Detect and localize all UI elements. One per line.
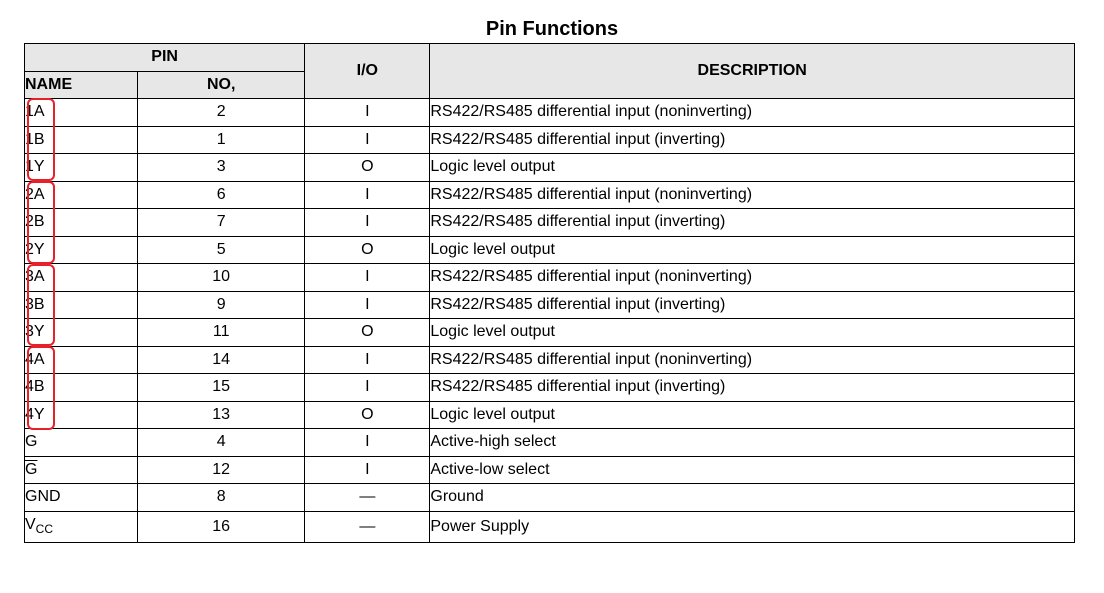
pin-description: RS422/RS485 differential input (inverting) — [430, 291, 1075, 319]
pin-functions-table — [24, 43, 1075, 543]
highlight-group-4 — [27, 346, 55, 430]
pin-number: 15 — [138, 374, 305, 402]
pin-description: RS422/RS485 differential input (noninverting) — [430, 346, 1075, 374]
pin-io: I — [305, 264, 430, 292]
table-row — [25, 319, 1075, 347]
pin-io: — — [305, 484, 430, 512]
table-row — [25, 126, 1075, 154]
table-row — [25, 99, 1075, 127]
pin-name-overlined: $\overline{G}$ — [25, 460, 38, 478]
pin-description: Logic level output — [430, 319, 1075, 347]
pin-name: G — [25, 429, 138, 457]
pin-description: RS422/RS485 differential input (noninverting) — [430, 181, 1075, 209]
pin-number: 6 — [138, 181, 305, 209]
table-row — [25, 401, 1075, 429]
pin-name: 3A — [25, 264, 138, 292]
pin-description: Logic level output — [430, 401, 1075, 429]
pin-name — [25, 511, 138, 542]
pin-name: GND — [25, 484, 138, 512]
table-row — [25, 456, 1075, 484]
pin-number: 2 — [138, 99, 305, 127]
pin-number: 9 — [138, 291, 305, 319]
pin-number: 12 — [138, 456, 305, 484]
pin-name: 1A — [25, 99, 138, 127]
pin-io: I — [305, 374, 430, 402]
pin-number: 3 — [138, 154, 305, 182]
table-row — [25, 346, 1075, 374]
page-title: Pin Functions — [485, 18, 619, 40]
pin-name-subscript: CC — [35, 521, 54, 536]
pin-description: RS422/RS485 differential input (inverting) — [430, 126, 1075, 154]
pin-group-header: PIN — [25, 44, 305, 72]
pin-io: I — [305, 181, 430, 209]
table-row — [25, 429, 1075, 457]
pin-description: RS422/RS485 differential input (inverting) — [430, 374, 1075, 402]
pin-name: 2Y — [25, 236, 138, 264]
header-row — [25, 44, 1075, 72]
pin-number: 5 — [138, 236, 305, 264]
pin-number: 4 — [138, 429, 305, 457]
pin-io: — — [305, 511, 430, 542]
pin-number: 8 — [138, 484, 305, 512]
pin-io: I — [305, 126, 430, 154]
pin-name: 2A — [25, 181, 138, 209]
pin-description: Logic level output — [430, 154, 1075, 182]
pin-name-main: V — [25, 515, 36, 533]
table-row — [25, 154, 1075, 182]
pin-name: 4A — [25, 346, 138, 374]
highlight-group-2 — [27, 181, 55, 264]
pin-number: 16 — [138, 511, 305, 542]
pin-description: RS422/RS485 differential input (inverting) — [430, 209, 1075, 237]
pin-name: 3B — [25, 291, 138, 319]
pin-number: 11 — [138, 319, 305, 347]
pin-io: O — [305, 319, 430, 347]
table-row — [25, 374, 1075, 402]
table-row — [25, 484, 1075, 512]
name-header: NAME — [25, 71, 138, 99]
pin-description: Power Supply — [430, 511, 1075, 542]
pin-name — [25, 456, 138, 484]
pin-io: O — [305, 401, 430, 429]
pin-io: O — [305, 236, 430, 264]
pin-io: I — [305, 99, 430, 127]
table-row — [25, 181, 1075, 209]
table-row — [25, 511, 1075, 542]
description-header: DESCRIPTION — [430, 44, 1075, 99]
pin-name: 1B — [25, 126, 138, 154]
pin-io: O — [305, 154, 430, 182]
pin-io: I — [305, 346, 430, 374]
table-row — [25, 264, 1075, 292]
pin-io: I — [305, 209, 430, 237]
table-row — [25, 209, 1075, 237]
pin-description: Active-high select — [430, 429, 1075, 457]
pin-io: I — [305, 291, 430, 319]
pin-name: 3Y — [25, 319, 138, 347]
pin-description: Active-low select — [430, 456, 1075, 484]
table-row — [25, 236, 1075, 264]
pin-number: 7 — [138, 209, 305, 237]
pin-description: RS422/RS485 differential input (noninverting) — [430, 99, 1075, 127]
pin-number: 13 — [138, 401, 305, 429]
table-row — [25, 291, 1075, 319]
pin-description: Ground — [430, 484, 1075, 512]
pin-number: 14 — [138, 346, 305, 374]
pin-description: RS422/RS485 differential input (noninverting) — [430, 264, 1075, 292]
pin-number: 10 — [138, 264, 305, 292]
number-header: NO, — [138, 71, 305, 99]
highlight-group-1 — [27, 98, 55, 181]
pin-name: 4B — [25, 374, 138, 402]
pin-name: 1Y — [25, 154, 138, 182]
io-header: I/O — [305, 44, 430, 99]
highlight-group-3 — [27, 264, 55, 346]
pin-name: 2B — [25, 209, 138, 237]
pin-name: 4Y — [25, 401, 138, 429]
pin-description: Logic level output — [430, 236, 1075, 264]
pin-io: I — [305, 429, 430, 457]
pin-io: I — [305, 456, 430, 484]
pin-number: 1 — [138, 126, 305, 154]
